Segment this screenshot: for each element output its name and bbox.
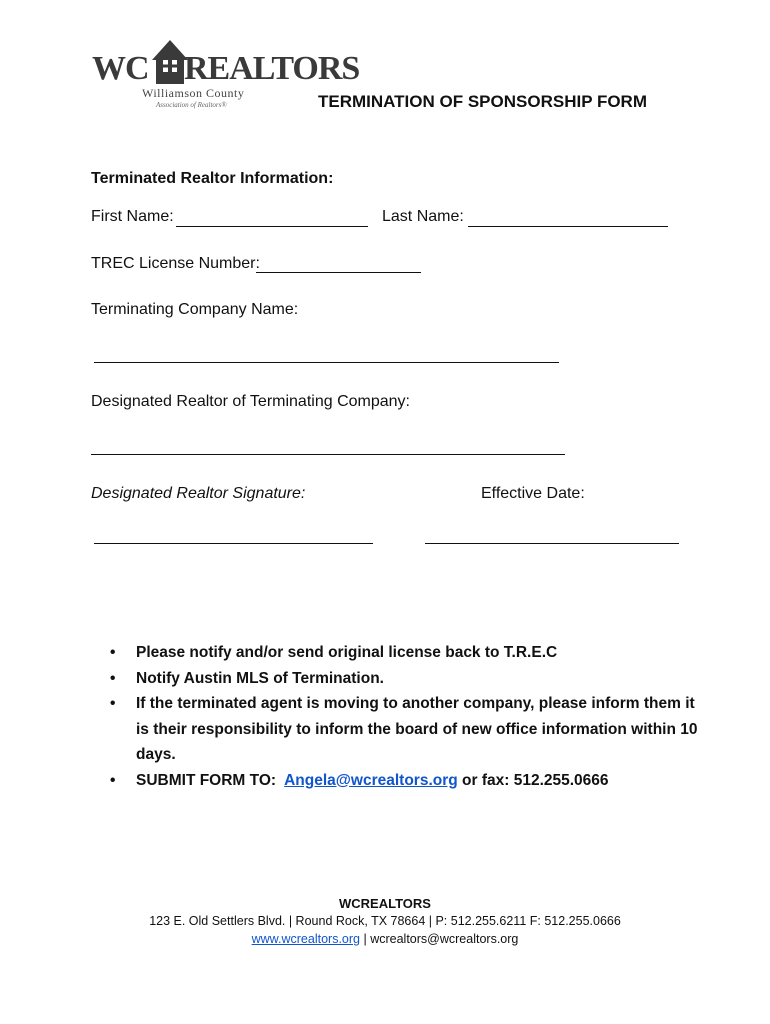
effective-date-field[interactable] [425, 543, 679, 544]
list-item: • If the terminated agent is moving to another company, please inform them it is their responsibility to inform the board of new office information within 10 days. [110, 691, 710, 768]
bullet: • [110, 771, 116, 789]
footer-address: 123 E. Old Settlers Blvd. | Round Rock, TX 78664 | P: 512.255.6211 F: 512.255.0666 [149, 914, 621, 928]
last-name-field[interactable] [468, 226, 668, 227]
company-name-label: Terminating Company Name: [91, 301, 299, 318]
trec-license-label: TREC License Number: [91, 255, 260, 272]
form-title: TERMINATION OF SPONSORSHIP FORM [318, 92, 647, 111]
footer-email: wcrealtors@wcrealtors.org [370, 932, 519, 946]
first-name-label: First Name: [91, 208, 174, 225]
submit-fax: or fax: 512.255.0666 [462, 771, 609, 789]
first-name-field[interactable] [176, 226, 368, 227]
bullet: • [110, 695, 116, 712]
footer-org: WCREALTORS [339, 896, 431, 911]
logo-text-realtors: REALTORS [184, 50, 360, 87]
logo-county: Williamson County [142, 86, 245, 100]
company-name-field[interactable] [94, 362, 559, 363]
designated-realtor-label: Designated Realtor of Terminating Company: [91, 393, 410, 410]
effective-date-label: Effective Date: [481, 485, 585, 502]
list-item-submit [110, 768, 710, 794]
signature-field[interactable] [94, 543, 373, 544]
list-item: • Notify Austin MLS of Termination. [110, 666, 710, 692]
wcr-logo [92, 38, 360, 118]
last-name-label: Last Name: [382, 208, 464, 225]
logo-association: Association of Realtors® [156, 101, 227, 109]
designated-realtor-field[interactable] [91, 454, 565, 455]
signature-label: Designated Realtor Signature: [91, 485, 306, 502]
logo-text-wc: WC [92, 50, 149, 87]
list-item: • Please notify and/or send original license back to T.R.E.C [110, 640, 710, 666]
submit-email-link[interactable]: Angela@wcrealtors.org [284, 771, 458, 789]
bullet: • [110, 644, 116, 661]
submit-prefix: SUBMIT FORM TO: [136, 771, 277, 789]
footer-separator: | [363, 932, 367, 946]
bullet: • [110, 669, 116, 687]
trec-license-field[interactable] [256, 272, 421, 273]
section-heading: Terminated Realtor Information: [91, 170, 334, 187]
website-link[interactable]: www.wcrealtors.org [251, 932, 360, 946]
instructions-list [110, 640, 710, 793]
footer-links [0, 932, 770, 946]
